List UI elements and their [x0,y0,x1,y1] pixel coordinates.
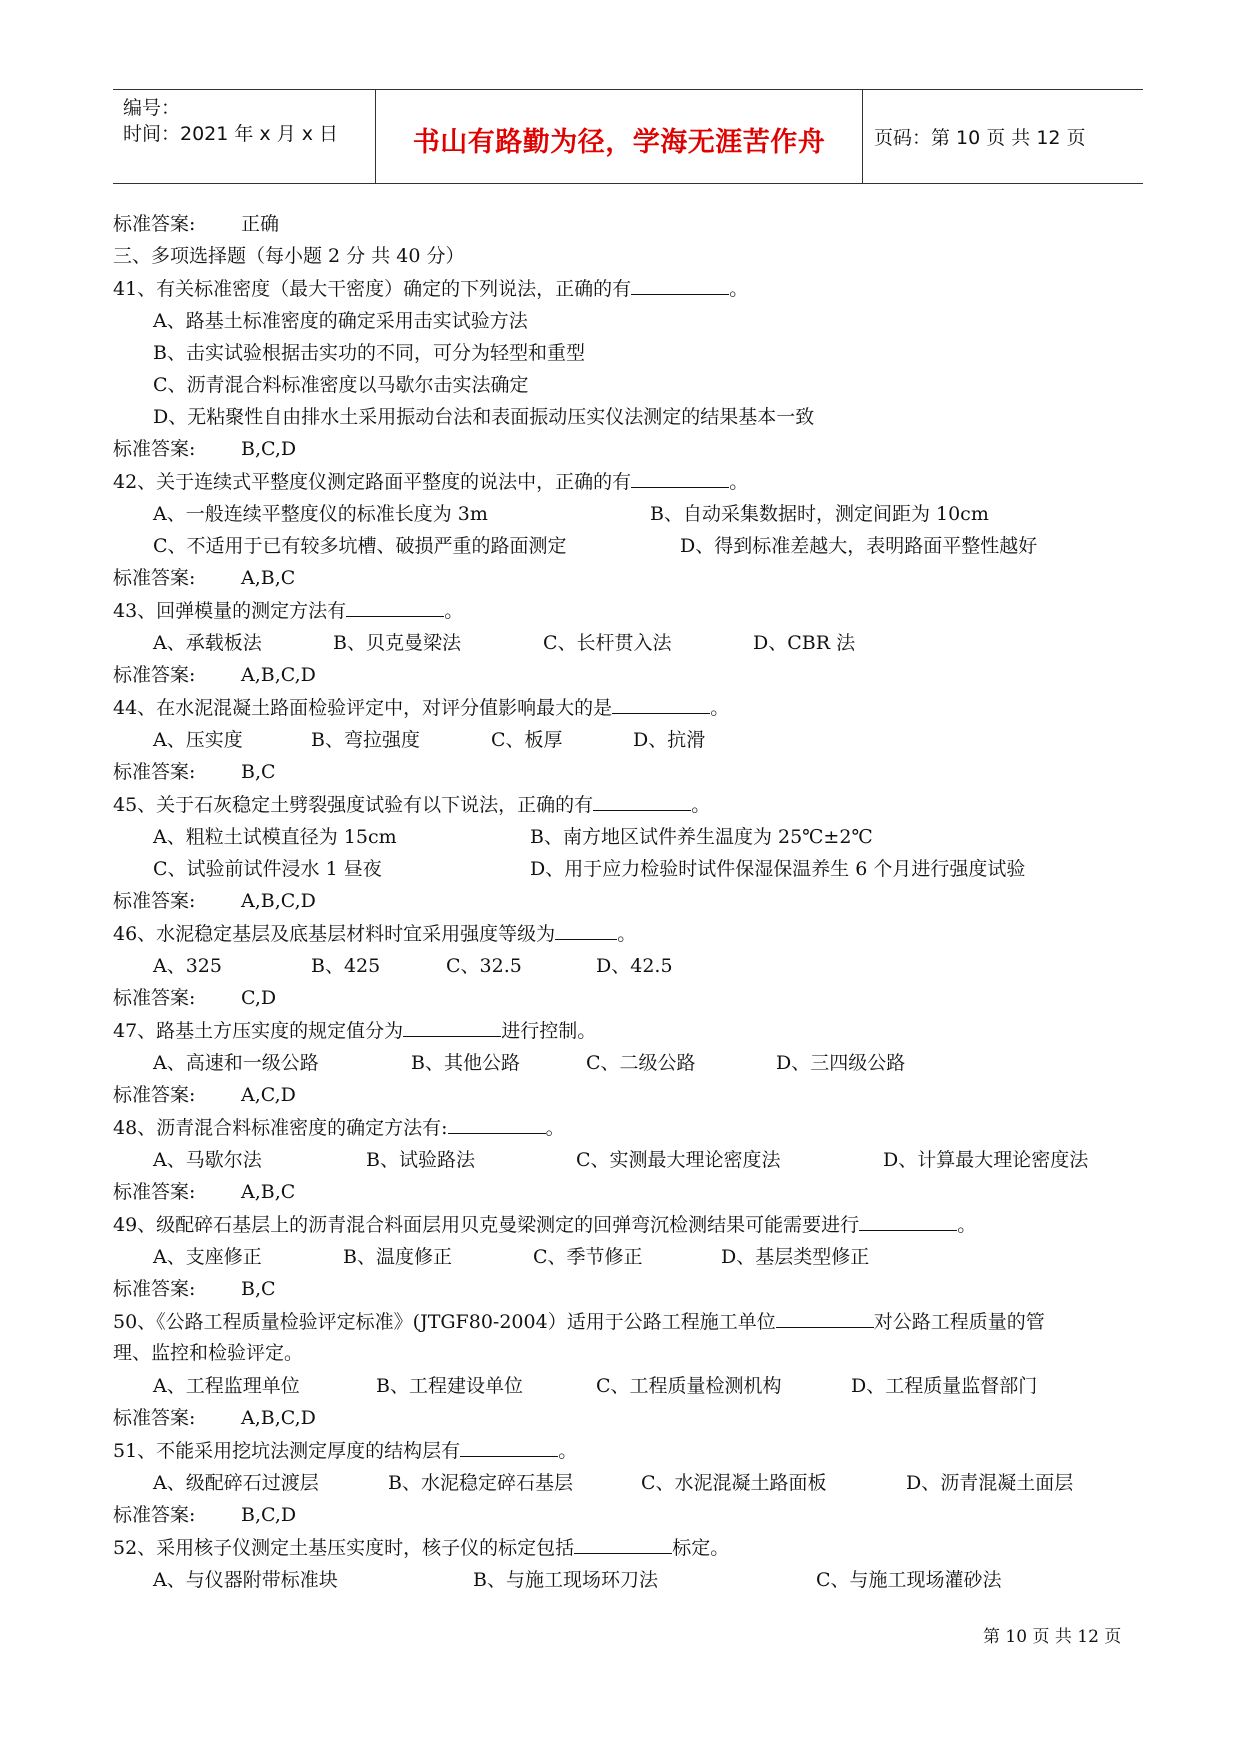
option: A、工程监理单位 [153,1375,300,1397]
option: A、与仪器附带标准块 [153,1569,338,1591]
stem-text: 42、关于连续式平整度仪测定路面平整度的说法中，正确的有 [113,471,632,493]
option: B、击实试验根据击实功的不同，可分为轻型和重型 [153,342,585,364]
option: D、42.5 [596,955,673,977]
answer-label: 标准答案: [113,890,196,912]
option: D、无粘聚性自由排水土采用振动台法和表面振动压实仪法测定的结果基本一致 [153,406,815,428]
answer-line [113,1083,296,1107]
option: B、其他公路 [411,1052,520,1074]
stem-text: 51、不能采用挖坑法测定厚度的结构层有 [113,1440,461,1462]
option: A、路基土标准密度的确定采用击实试验方法 [153,310,528,332]
option: A、级配碎石过渡层 [153,1472,319,1494]
stem-tail: 标定。 [672,1537,730,1559]
option: A、压实度 [153,729,243,751]
option: B、与施工现场环刀法 [473,1569,658,1591]
stem-text: 49、级配碎石基层上的沥青混合料面层用贝克曼梁测定的回弹弯沉检测结果可能需要进行 [113,1214,860,1236]
stem-tail: 。 [691,794,711,816]
answer-value: B,C,D [241,1504,297,1526]
answer-blank [776,1309,874,1328]
answer-label: 标准答案: [113,438,196,460]
option: D、得到标准差越大，表明路面平整性越好 [680,535,1038,557]
stem-text: 45、关于石灰稳定土劈裂强度试验有以下说法，正确的有 [113,794,594,816]
option: A、马歇尔法 [153,1149,262,1171]
answer-label: 标准答案: [113,1407,196,1429]
option: B、南方地区试件养生温度为 25℃±2℃ [530,826,873,848]
question-stem [113,792,710,817]
question-stem [113,1438,577,1463]
answer-blank [448,1115,546,1134]
stem-text: 48、沥青混合料标准密度的确定方法有: [113,1117,448,1139]
answer-value: A,B,C,D [241,664,316,686]
answer-label: 标准答案: [113,664,196,686]
answer-line [113,1406,316,1430]
stem-tail: 。 [558,1440,578,1462]
option: A、粗粒土试模直径为 15cm [153,826,397,848]
header-motto-cell [375,90,863,183]
answer-label: 标准答案: [113,987,196,1009]
section-title: 三、多项选择题（每小题 2 分 共 40 分） [113,245,465,267]
time-label: 时间：2021 年 x 月 x 日 [123,123,339,145]
option: A、高速和一级公路 [153,1052,319,1074]
option: B、温度修正 [343,1246,452,1268]
stem-text: 52、采用核子仪测定土基压实度时，核子仪的标定包括 [113,1537,575,1559]
option: D、抗滑 [633,729,706,751]
stem-text: 47、路基土方压实度的规定值分为 [113,1020,404,1042]
answer-blank [555,921,617,940]
stem-tail: 。 [710,697,730,719]
option: D、基层类型修正 [721,1246,870,1268]
option: C、试验前试件浸水 1 昼夜 [153,858,382,880]
stem-tail: 进行控制。 [501,1020,597,1042]
answer-line [113,1277,276,1301]
option: D、三四级公路 [776,1052,906,1074]
option: A、支座修正 [153,1246,262,1268]
answer-line [113,663,316,687]
answer-value: B,C [241,1278,276,1300]
option: C、实测最大理论密度法 [576,1149,781,1171]
answer-blank [631,469,729,488]
stem-tail: 。 [444,600,464,622]
stem-tail: 。 [729,471,749,493]
answer-label: 标准答案: [113,567,196,589]
option: A、承载板法 [153,632,262,654]
option: B、425 [311,955,381,977]
question-stem [113,1535,729,1560]
answer-blank [574,1535,672,1554]
question-stem [113,921,636,946]
option: D、工程质量监督部门 [851,1375,1038,1397]
option: C、与施工现场灌砂法 [816,1569,1002,1591]
stem-tail: 。 [617,923,637,945]
header-page-label: 页码：第 10 页 共 12 页 [874,127,1086,149]
answer-label: 标准答案: [113,1278,196,1300]
stem-text: 41、有关标准密度（最大干密度）确定的下列说法，正确的有 [113,278,632,300]
option: B、工程建设单位 [376,1375,523,1397]
answer-blank [593,792,691,811]
answer-blank [403,1018,501,1037]
motto: 书山有路勤为径，学海无涯苦作舟 [412,127,826,158]
stem-text: 50、《公路工程质量检验评定标准》(JTGF80-2004）适用于公路工程施工单位 [113,1311,776,1333]
stem-tail: 。 [729,278,749,300]
answer-blank [346,598,444,617]
option: C、二级公路 [586,1052,696,1074]
answer-line [113,437,296,461]
option: C、季节修正 [533,1246,643,1268]
question-stem-continued: 理、监控和检验评定。 [113,1342,304,1364]
answer-label: 标准答案: [113,213,196,235]
answer-line [113,889,316,913]
question-stem [113,1309,1045,1334]
answer-label: 标准答案: [113,761,196,783]
question-stem [113,469,748,494]
stem-tail: 。 [545,1117,565,1139]
answer-value: C,D [241,987,277,1009]
answer-line [113,1503,296,1527]
answer-value: B,C [241,761,276,783]
option: C、工程质量检测机构 [596,1375,782,1397]
page-header [113,89,1143,184]
answer-line [113,760,276,784]
option: C、水泥混凝土路面板 [641,1472,827,1494]
option: B、弯拉强度 [311,729,420,751]
option: B、自动采集数据时，测定间距为 10cm [650,503,989,525]
option: A、325 [153,955,222,977]
answer-value: 正确 [241,213,280,235]
answer-value: A,B,C [241,567,296,589]
option: C、长杆贯入法 [543,632,672,654]
answer-label: 标准答案: [113,1181,196,1203]
option: C、32.5 [446,955,522,977]
question-stem [113,276,748,301]
option: C、不适用于已有较多坑槽、破损严重的路面测定 [153,535,567,557]
option: B、贝克曼梁法 [333,632,461,654]
answer-value: A,B,C [241,1181,296,1203]
question-stem [113,1115,565,1140]
option: B、水泥稳定碎石基层 [388,1472,573,1494]
answer-label: 标准答案: [113,1504,196,1526]
stem-text: 44、在水泥混凝土路面检验评定中，对评分值影响最大的是 [113,697,613,719]
stem-text: 46、水泥稳定基层及底基层材料时宜采用强度等级为 [113,923,556,945]
number-label: 编号： [123,97,181,119]
question-stem [113,1212,976,1237]
header-left-cell [113,90,375,183]
question-stem [113,598,463,623]
answer-value: B,C,D [241,438,297,460]
answer-line [113,1180,295,1204]
header-right-cell [862,90,1143,183]
answer-value: A,B,C,D [241,1407,316,1429]
answer-line [113,212,279,236]
stem-tail: 。 [957,1214,977,1236]
option: A、一般连续平整度仪的标准长度为 3m [153,503,488,525]
answer-line [113,566,295,590]
option: B、试验路法 [366,1149,475,1171]
option: D、用于应力检验时试件保湿保温养生 6 个月进行强度试验 [530,858,1026,880]
option: C、板厚 [491,729,563,751]
option: D、计算最大理论密度法 [883,1149,1089,1171]
answer-blank [631,276,729,295]
answer-blank [859,1212,957,1231]
answer-label: 标准答案: [113,1084,196,1106]
answer-line [113,986,276,1010]
answer-blank [612,695,710,714]
option: C、沥青混合料标准密度以马歇尔击实法确定 [153,374,529,396]
question-stem [113,695,729,720]
answer-value: A,B,C,D [241,890,316,912]
option: D、沥青混凝土面层 [906,1472,1074,1494]
stem-text: 43、回弹模量的测定方法有 [113,600,347,622]
question-stem [113,1018,596,1043]
page-footer: 第 10 页 共 12 页 [983,1627,1122,1647]
stem-tail: 对公路工程质量的管 [873,1311,1045,1333]
option: D、CBR 法 [753,632,856,654]
answer-blank [460,1438,558,1457]
answer-value: A,C,D [241,1084,296,1106]
